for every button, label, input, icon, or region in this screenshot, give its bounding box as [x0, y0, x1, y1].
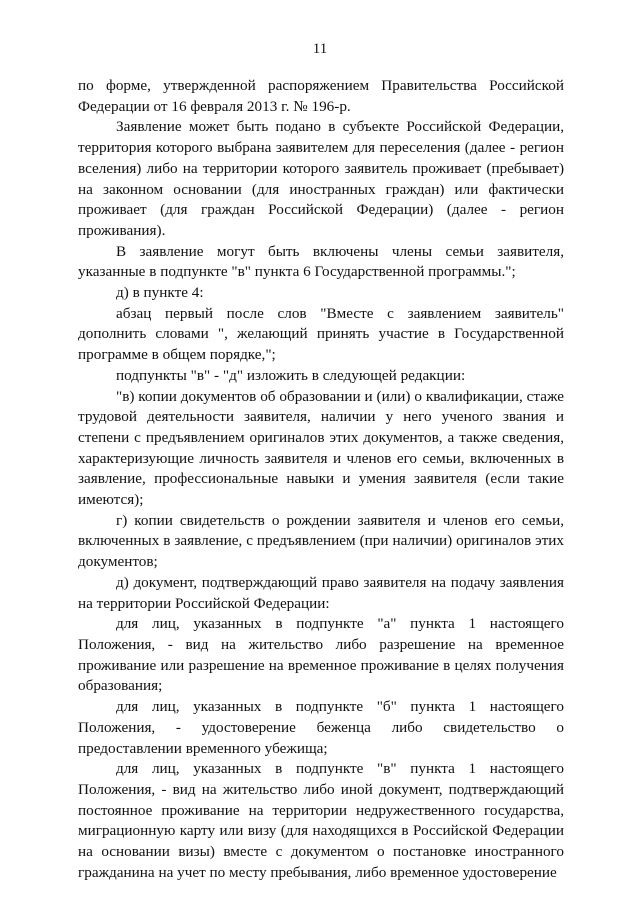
paragraph: д) документ, подтверждающий право заявителя на подачу заявления на территории Российской Федерации:: [78, 573, 564, 612]
paragraph: для лиц, указанных в подпункте "б" пункта 1 настоящего Положения, - удостоверение беженца либо свидетельство о предоставлении временного убежища;: [78, 698, 564, 757]
paragraph: подпункты "в" - "д" изложить в следующей редакции:: [116, 366, 466, 384]
paragraph: для лиц, указанных в подпункте "а" пункта 1 настоящего Положения, - вид на жительство либо разрешение на временное проживание или разрешение на временное проживание в целях получения образования;: [78, 615, 564, 695]
paragraph: по форме, утвержденной распоряжением Правительства Российской Федерации от 16 февраля 2013 г. № 196-р.: [78, 77, 564, 115]
paragraph: В заявление могут быть включены члены семьи заявителя, указанные в подпункте "в" пункта 6 Государственной программы.";: [78, 242, 564, 281]
page-number: 11: [312, 41, 328, 57]
paragraph: д) в пункте 4:: [116, 284, 204, 302]
paragraph: абзац первый после слов "Вместе с заявлением заявитель" дополнить словами ", желающий принять участие в Государственной программе в общем порядке,";: [78, 304, 564, 364]
document-body: [78, 76, 564, 883]
paragraph: г) копии свидетельств о рождении заявителя и членов его семьи, включенных в заявление, с предъявлением (при наличии) оригиналов этих документов;: [78, 511, 564, 571]
paragraph: Заявление может быть подано в субъекте Российской Федерации, территория которого выбрана заявителем для переселения (далее - регион вселения) либо на территории которого заявитель проживает (пребывает) на законном основании (для иностранных граждан) или фактически проживает (для граждан Российской Федерации) (далее - регион проживания).: [78, 118, 564, 239]
paragraph: "в) копии документов об образовании и (или) о квалификации, стаже трудовой деятельности заявителя, наличии у него ученого звания и степени с предъявлением оригиналов этих документов, а также сведения, характеризующие личность заявителя и членов его семьи, включенных в заявление, профессиональные навыки и умения заявителя (если такие имеются);: [78, 387, 564, 509]
paragraph: для лиц, указанных в подпункте "в" пункта 1 настоящего Положения, - вид на жительство либо иной документ, подтверждающий постоянное проживание на территории недружественного государства, миграционную карту или визу (для находящихся в Российской Федерации на основании визы) вместе с документом о постановке иностранного гражданина на учет по месту пребывания, либо временное удостоверение: [78, 760, 564, 881]
